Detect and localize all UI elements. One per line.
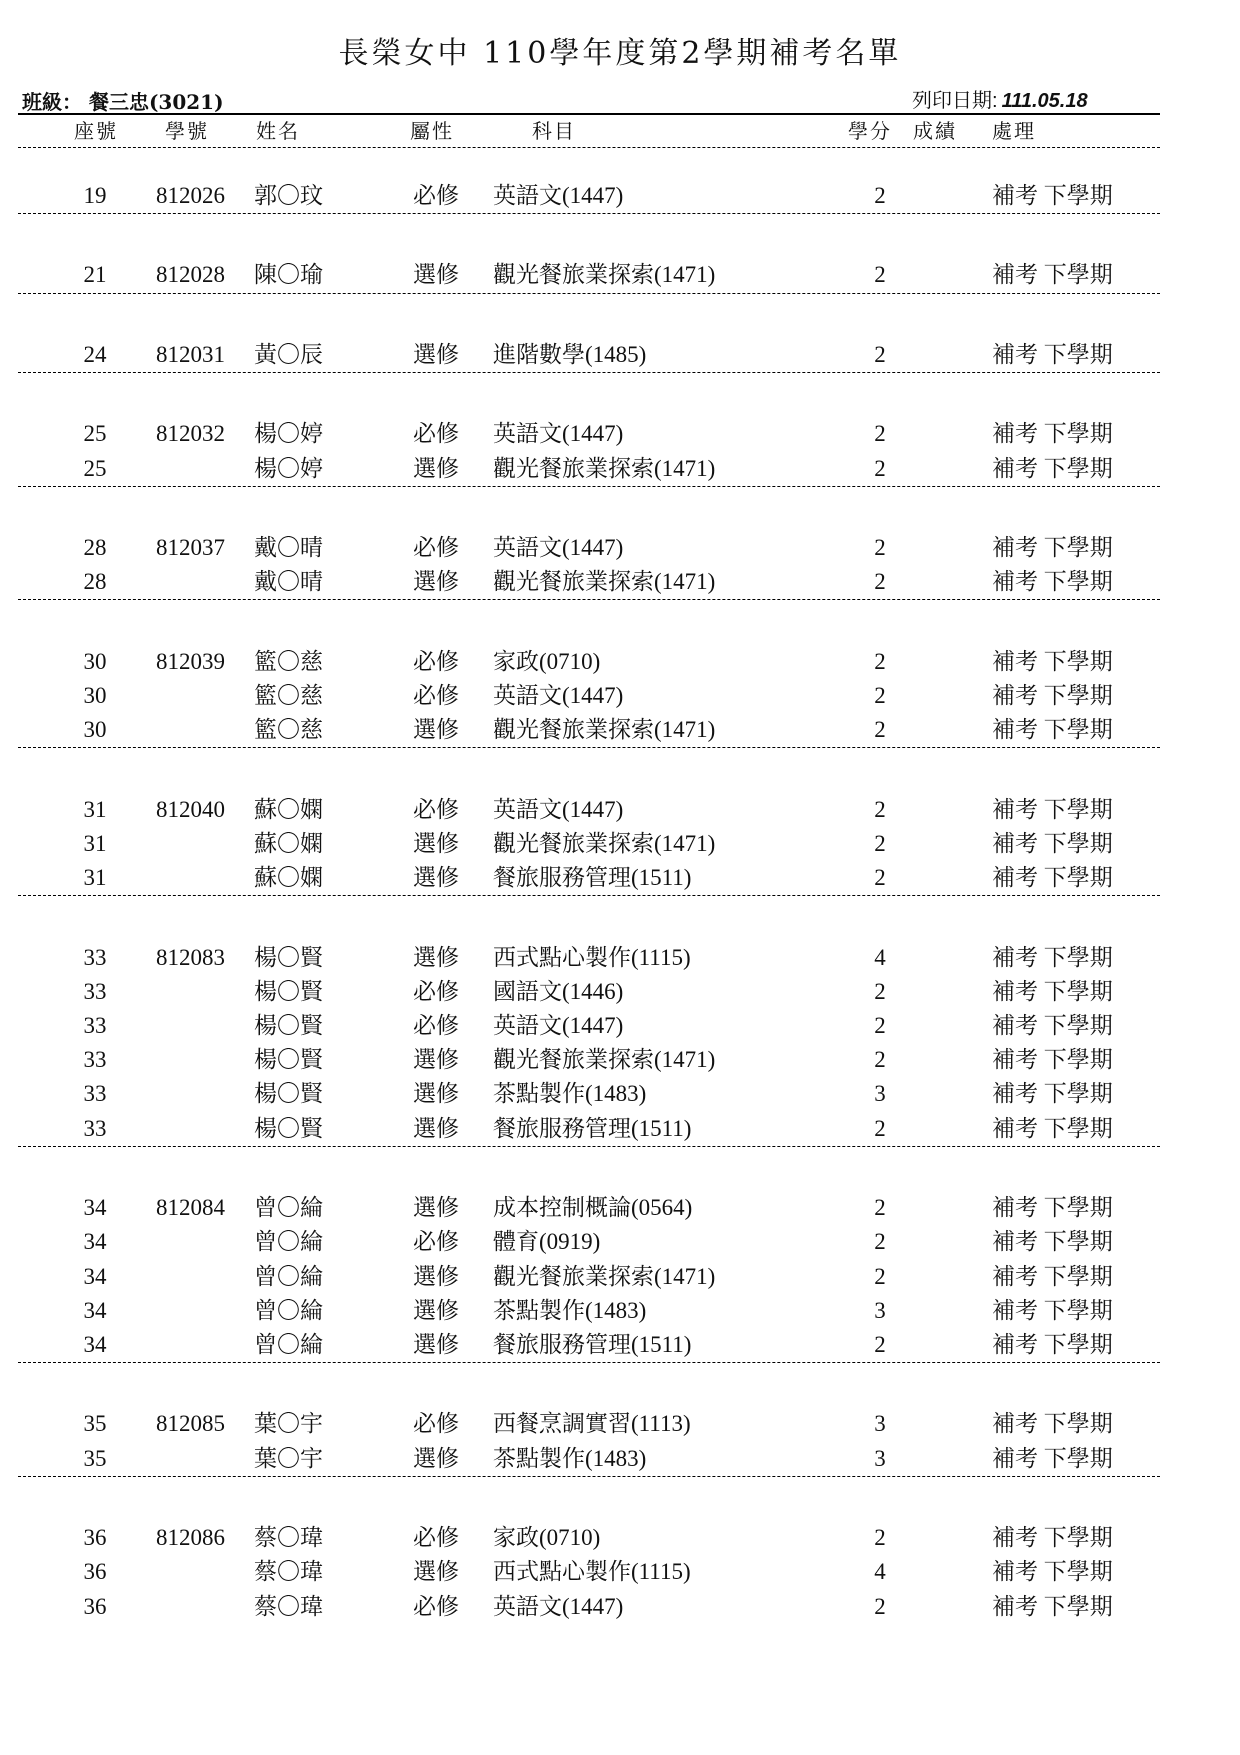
seat-number-cell: 35 (83, 1445, 107, 1471)
credit-cell: 2 (874, 455, 886, 481)
course-type-cell: 選修 (413, 262, 459, 288)
subject-cell: 茶點製作(1483) (493, 1445, 647, 1471)
print-date (912, 84, 1088, 113)
table-row (0, 941, 1240, 975)
credit-cell: 4 (874, 1559, 886, 1585)
subject-cell: 英語文(1447) (493, 683, 624, 708)
group-separator (18, 895, 1160, 896)
course-type-cell: 選修 (413, 1115, 459, 1141)
course-type-cell: 選修 (413, 1047, 459, 1073)
student-id-cell: 812032 (156, 421, 225, 447)
course-type-cell: 選修 (413, 1263, 459, 1289)
group-separator (18, 1362, 1160, 1363)
subject-cell: 觀光餐旅業探索(1471) (493, 455, 716, 481)
credit-cell: 4 (874, 944, 886, 970)
seat-number-cell: 33 (83, 978, 107, 1004)
table-row (0, 645, 1240, 679)
student-id-cell: 812037 (156, 535, 225, 561)
group-separator (18, 747, 1160, 748)
credit-cell: 2 (874, 796, 886, 822)
action-cell: 補考 下學期 (992, 1593, 1113, 1619)
subject-cell: 英語文(1447) (493, 535, 624, 561)
student-name-cell: 曾〇綸 (254, 1195, 323, 1221)
subject-cell: 英語文(1447) (493, 421, 624, 447)
seat-number-cell: 25 (83, 455, 107, 481)
subject-cell: 餐旅服務管理(1511) (493, 1115, 692, 1141)
seat-number-cell: 35 (83, 1411, 107, 1437)
course-type-cell: 必修 (413, 978, 459, 1004)
subject-cell: 國語文(1446) (493, 978, 624, 1004)
course-type-cell: 必修 (413, 182, 459, 208)
course-type-cell: 必修 (413, 796, 459, 822)
subject-cell: 觀光餐旅業探索(1471) (493, 569, 716, 595)
student-name-cell: 葉〇宇 (254, 1411, 323, 1437)
credit-cell: 2 (874, 978, 886, 1004)
student-id-cell: 812039 (156, 648, 225, 674)
action-cell: 補考 下學期 (992, 569, 1113, 595)
course-type-cell: 選修 (413, 865, 459, 891)
student-name-cell: 蘇〇嫻 (254, 865, 323, 891)
seat-number-cell: 21 (83, 262, 107, 288)
student-name-cell: 曾〇綸 (254, 1297, 323, 1323)
course-type-cell: 選修 (413, 1195, 459, 1221)
action-cell: 補考 下學期 (992, 1411, 1113, 1437)
student-name-cell: 籃〇慈 (254, 717, 323, 743)
student-name-cell: 曾〇綸 (254, 1331, 323, 1357)
action-cell: 補考 下學期 (992, 1297, 1113, 1323)
credit-cell: 3 (874, 1081, 886, 1107)
credit-cell: 2 (874, 683, 886, 708)
action-cell: 補考 下學期 (992, 1081, 1113, 1107)
seat-number-cell: 33 (83, 944, 107, 970)
group-separator (18, 293, 1160, 294)
course-type-cell: 選修 (413, 717, 459, 743)
subject-cell: 西式點心製作(1115) (493, 1559, 691, 1585)
course-type-cell: 必修 (413, 1411, 459, 1437)
header-subject: 科目 (532, 119, 576, 143)
table-row (0, 417, 1240, 451)
action-cell: 補考 下學期 (992, 262, 1113, 288)
student-name-cell: 蔡〇瑋 (254, 1559, 323, 1585)
class-label: 班級： 餐三忠(3021) (22, 90, 224, 114)
student-name-cell: 蘇〇嫻 (254, 830, 323, 856)
credit-cell: 2 (874, 341, 886, 367)
table-row (0, 713, 1240, 747)
student-name-cell: 楊〇婷 (254, 421, 323, 447)
seat-number-cell: 19 (83, 182, 107, 208)
seat-number-cell: 25 (83, 421, 107, 447)
credit-cell: 2 (874, 421, 886, 447)
student-id-cell: 812086 (156, 1525, 225, 1551)
action-cell: 補考 下學期 (992, 1445, 1113, 1471)
subject-cell: 觀光餐旅業探索(1471) (493, 1263, 716, 1289)
seat-number-cell: 34 (83, 1229, 107, 1255)
table-row (0, 452, 1240, 486)
student-name-cell: 黃〇辰 (254, 341, 323, 367)
action-cell: 補考 下學期 (992, 455, 1113, 481)
header-credit: 學分 (848, 119, 892, 143)
credit-cell: 2 (874, 1331, 886, 1357)
seat-number-cell: 34 (83, 1195, 107, 1221)
seat-number-cell: 36 (83, 1593, 107, 1619)
subject-cell: 觀光餐旅業探索(1471) (493, 830, 716, 856)
subject-cell: 觀光餐旅業探索(1471) (493, 717, 716, 743)
credit-cell: 3 (874, 1297, 886, 1323)
course-type-cell: 選修 (413, 569, 459, 595)
action-cell: 補考 下學期 (992, 182, 1113, 208)
print-date-value: 111.05.18 (1001, 90, 1088, 112)
group-separator (18, 486, 1160, 487)
credit-cell: 3 (874, 1411, 886, 1437)
course-type-cell: 必修 (413, 1013, 459, 1038)
table-row (0, 793, 1240, 827)
action-cell: 補考 下學期 (992, 1115, 1113, 1141)
header-score: 成績 (913, 119, 957, 143)
seat-number-cell: 28 (83, 535, 107, 561)
credit-cell: 2 (874, 1525, 886, 1551)
course-type-cell: 選修 (413, 1331, 459, 1357)
action-cell: 補考 下學期 (992, 535, 1113, 561)
credit-cell: 2 (874, 569, 886, 595)
credit-cell: 2 (874, 1047, 886, 1073)
student-id-cell: 812083 (156, 944, 225, 970)
course-type-cell: 必修 (413, 535, 459, 561)
student-id-cell: 812084 (156, 1195, 225, 1221)
subject-cell: 英語文(1447) (493, 182, 624, 208)
student-name-cell: 郭〇玟 (254, 182, 323, 208)
table-row (0, 975, 1240, 1009)
student-name-cell: 籃〇慈 (254, 648, 323, 674)
course-type-cell: 選修 (413, 1445, 459, 1471)
action-cell: 補考 下學期 (992, 648, 1113, 674)
action-cell: 補考 下學期 (992, 796, 1113, 822)
action-cell: 補考 下學期 (992, 1263, 1113, 1289)
subject-cell: 茶點製作(1483) (493, 1297, 647, 1323)
credit-cell: 3 (874, 1445, 886, 1471)
seat-number-cell: 28 (83, 569, 107, 595)
course-type-cell: 選修 (413, 341, 459, 367)
seat-number-cell: 34 (83, 1331, 107, 1357)
table-row (0, 1328, 1240, 1362)
student-name-cell: 籃〇慈 (254, 683, 323, 708)
header-name: 姓名 (256, 119, 300, 143)
seat-number-cell: 31 (83, 796, 107, 822)
table-row (0, 1590, 1240, 1624)
student-name-cell: 曾〇綸 (254, 1263, 323, 1289)
student-name-cell: 楊〇賢 (254, 1081, 323, 1107)
course-type-cell: 必修 (413, 1229, 459, 1255)
table-row (0, 1407, 1240, 1441)
table-row (0, 1191, 1240, 1225)
group-separator (18, 213, 1160, 214)
seat-number-cell: 36 (83, 1559, 107, 1585)
credit-cell: 2 (874, 865, 886, 891)
course-type-cell: 選修 (413, 455, 459, 481)
student-name-cell: 陳〇瑜 (254, 262, 323, 288)
table-row (0, 565, 1240, 599)
table-row (0, 1225, 1240, 1259)
page-title: 長榮女中 110學年度第2學期補考名單 (338, 36, 902, 71)
action-cell: 補考 下學期 (992, 944, 1113, 970)
subject-cell: 茶點製作(1483) (493, 1081, 647, 1107)
student-name-cell: 曾〇綸 (254, 1229, 323, 1255)
credit-cell: 2 (874, 717, 886, 743)
action-cell: 補考 下學期 (992, 1195, 1113, 1221)
subject-cell: 觀光餐旅業探索(1471) (493, 1047, 716, 1073)
action-cell: 補考 下學期 (992, 978, 1113, 1004)
subject-cell: 西式點心製作(1115) (493, 944, 691, 970)
seat-number-cell: 33 (83, 1081, 107, 1107)
seat-number-cell: 30 (83, 717, 107, 743)
action-cell: 補考 下學期 (992, 1331, 1113, 1357)
student-name-cell: 楊〇婷 (254, 455, 323, 481)
course-type-cell: 必修 (413, 421, 459, 447)
course-type-cell: 必修 (413, 683, 459, 708)
subject-cell: 英語文(1447) (493, 1593, 624, 1619)
top-rule (18, 113, 1160, 115)
table-row (0, 258, 1240, 292)
student-name-cell: 楊〇賢 (254, 944, 323, 970)
action-cell: 補考 下學期 (992, 1559, 1113, 1585)
table-row (0, 1294, 1240, 1328)
subject-cell: 進階數學(1485) (493, 341, 647, 367)
action-cell: 補考 下學期 (992, 1047, 1113, 1073)
print-date-label: 列印日期: (912, 90, 998, 112)
action-cell: 補考 下學期 (992, 1525, 1113, 1551)
student-name-cell: 葉〇宇 (254, 1445, 323, 1471)
table-row (0, 679, 1240, 713)
action-cell: 補考 下學期 (992, 830, 1113, 856)
table-row (0, 827, 1240, 861)
group-separator (18, 1476, 1160, 1477)
header-seat: 座號 (74, 119, 118, 143)
group-separator (18, 372, 1160, 373)
course-type-cell: 選修 (413, 1559, 459, 1585)
credit-cell: 2 (874, 1593, 886, 1619)
student-name-cell: 戴〇晴 (254, 535, 323, 561)
table-row (0, 1112, 1240, 1146)
credit-cell: 2 (874, 182, 886, 208)
student-name-cell: 蔡〇瑋 (254, 1593, 323, 1619)
credit-cell: 2 (874, 648, 886, 674)
course-type-cell: 必修 (413, 648, 459, 674)
action-cell: 補考 下學期 (992, 1229, 1113, 1255)
course-type-cell: 選修 (413, 1297, 459, 1323)
action-cell: 補考 下學期 (992, 717, 1113, 743)
student-id-cell: 812028 (156, 262, 225, 288)
seat-number-cell: 34 (83, 1263, 107, 1289)
student-id-cell: 812040 (156, 796, 225, 822)
subject-cell: 西餐烹調實習(1113) (493, 1411, 691, 1437)
action-cell: 補考 下學期 (992, 1013, 1113, 1038)
credit-cell: 2 (874, 535, 886, 561)
student-name-cell: 蘇〇嫻 (254, 796, 323, 822)
student-id-cell: 812031 (156, 341, 225, 367)
seat-number-cell: 24 (83, 341, 107, 367)
action-cell: 補考 下學期 (992, 865, 1113, 891)
subject-cell: 餐旅服務管理(1511) (493, 1331, 692, 1357)
header-action: 處理 (992, 119, 1036, 143)
course-type-cell: 必修 (413, 1525, 459, 1551)
table-row (0, 179, 1240, 213)
seat-number-cell: 30 (83, 648, 107, 674)
student-name-cell: 楊〇賢 (254, 1013, 323, 1038)
student-name-cell: 楊〇賢 (254, 1047, 323, 1073)
subject-cell: 觀光餐旅業探索(1471) (493, 262, 716, 288)
table-row (0, 1009, 1240, 1043)
subject-cell: 成本控制概論(0564) (493, 1195, 693, 1221)
header-type: 屬性 (410, 119, 454, 143)
action-cell: 補考 下學期 (992, 341, 1113, 367)
subject-cell: 英語文(1447) (493, 1013, 624, 1038)
header-rule (18, 147, 1160, 148)
credit-cell: 2 (874, 1115, 886, 1141)
group-separator (18, 1146, 1160, 1147)
seat-number-cell: 34 (83, 1297, 107, 1323)
action-cell: 補考 下學期 (992, 683, 1113, 708)
student-name-cell: 楊〇賢 (254, 1115, 323, 1141)
credit-cell: 2 (874, 262, 886, 288)
student-name-cell: 戴〇晴 (254, 569, 323, 595)
table-row (0, 1260, 1240, 1294)
table-row (0, 1077, 1240, 1111)
course-type-cell: 選修 (413, 830, 459, 856)
seat-number-cell: 36 (83, 1525, 107, 1551)
action-cell: 補考 下學期 (992, 421, 1113, 447)
subject-cell: 餐旅服務管理(1511) (493, 865, 692, 891)
credit-cell: 2 (874, 1195, 886, 1221)
credit-cell: 2 (874, 830, 886, 856)
table-row (0, 1521, 1240, 1555)
table-row (0, 531, 1240, 565)
subject-cell: 體育(0919) (493, 1229, 601, 1255)
student-id-cell: 812085 (156, 1411, 225, 1437)
header-student-id: 學號 (165, 119, 209, 143)
student-name-cell: 蔡〇瑋 (254, 1525, 323, 1551)
seat-number-cell: 33 (83, 1047, 107, 1073)
course-type-cell: 選修 (413, 944, 459, 970)
seat-number-cell: 31 (83, 865, 107, 891)
table-row (0, 338, 1240, 372)
credit-cell: 2 (874, 1013, 886, 1038)
subject-cell: 英語文(1447) (493, 796, 624, 822)
table-row (0, 1442, 1240, 1476)
subject-cell: 家政(0710) (493, 648, 601, 674)
credit-cell: 2 (874, 1229, 886, 1255)
subject-cell: 家政(0710) (493, 1525, 601, 1551)
table-row (0, 1555, 1240, 1589)
group-separator (18, 599, 1160, 600)
table-row (0, 1043, 1240, 1077)
table-row (0, 861, 1240, 895)
course-type-cell: 選修 (413, 1081, 459, 1107)
seat-number-cell: 33 (83, 1013, 107, 1038)
credit-cell: 2 (874, 1263, 886, 1289)
seat-number-cell: 33 (83, 1115, 107, 1141)
seat-number-cell: 31 (83, 830, 107, 856)
course-type-cell: 必修 (413, 1593, 459, 1619)
student-id-cell: 812026 (156, 182, 225, 208)
seat-number-cell: 30 (83, 683, 107, 708)
student-name-cell: 楊〇賢 (254, 978, 323, 1004)
